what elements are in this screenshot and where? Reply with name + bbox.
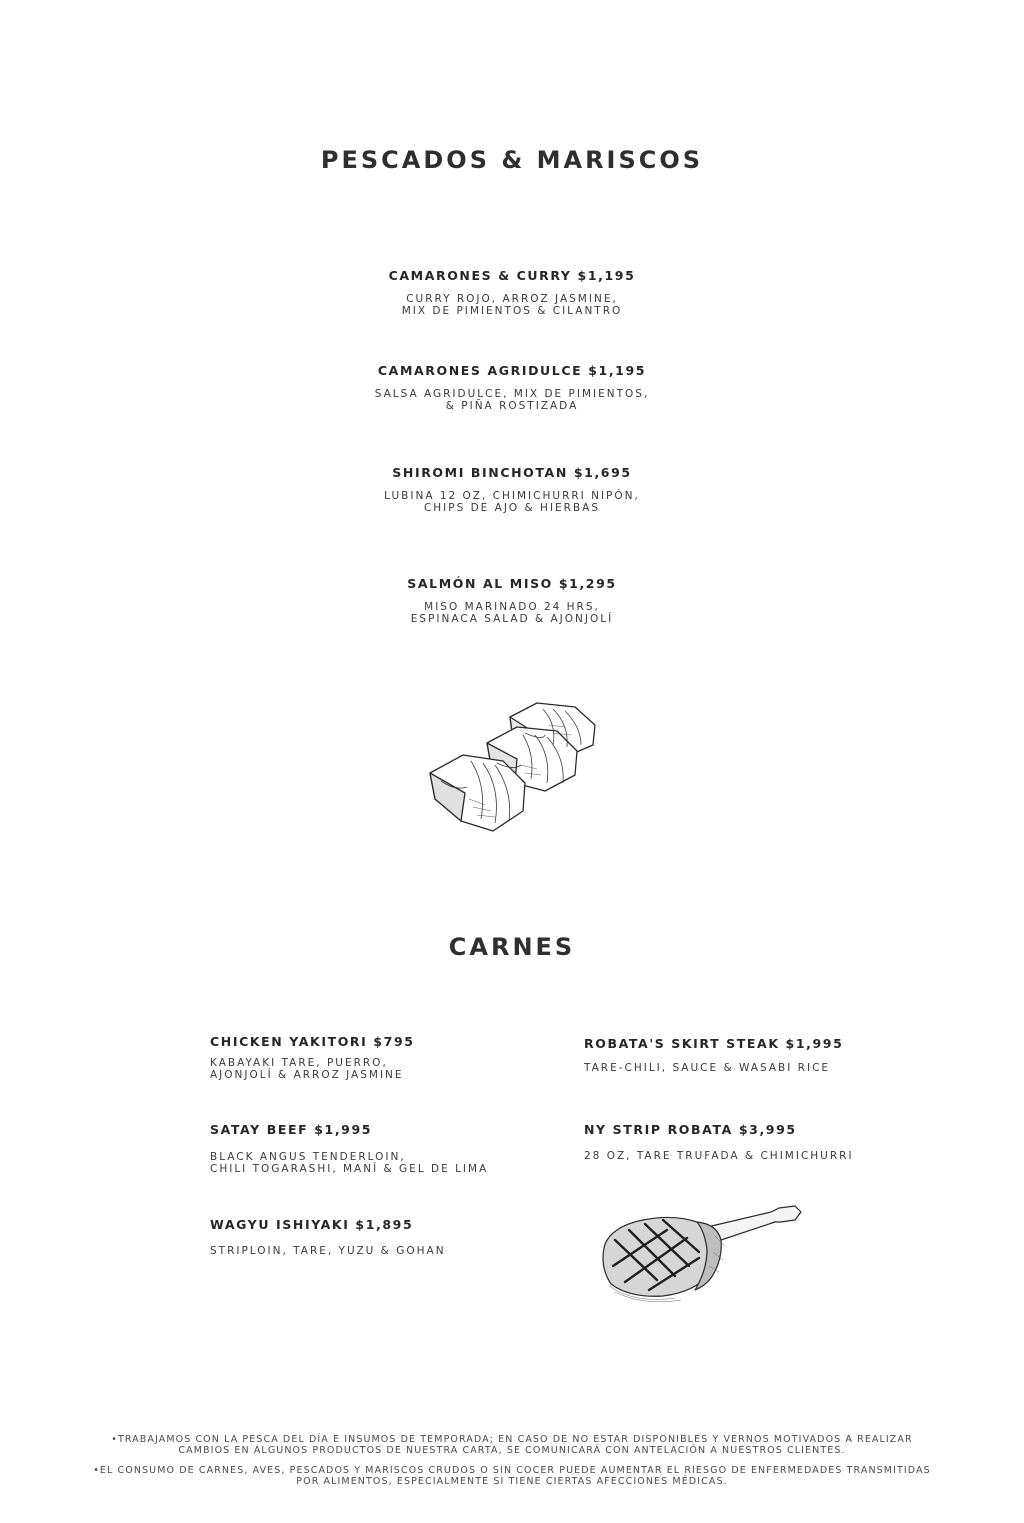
dish-name: WAGYU ISHIYAKI $1,895 — [210, 1217, 414, 1232]
dish-description: 28 OZ, TARE TRUFADA & CHIMICHURRI — [584, 1150, 854, 1162]
menu-item-satay-beef — [210, 1122, 488, 1175]
menu-item-robata-skirt-steak — [584, 1036, 843, 1074]
menu-item-wagyu-ishiyaki — [210, 1217, 446, 1257]
dish-name: SHIROMI BINCHOTAN $1,695 — [392, 465, 632, 480]
dish-description: LUBINA 12 OZ, CHIMICHURRI NIPÓN, CHIPS DE AJO & HIERBAS — [384, 490, 640, 514]
menu-item-salmon-miso — [0, 576, 1024, 625]
section-title-meats: CARNES — [448, 933, 576, 961]
dish-description: CURRY ROJO, ARROZ JASMINE, MIX DE PIMIENTOS & CILANTRO — [401, 293, 623, 317]
salmon-fillets-icon — [425, 695, 605, 840]
menu-item-camarones-agridulce — [0, 363, 1024, 412]
dish-description: SALSA AGRIDULCE, MIX DE PIMIENTOS, & PIÑA ROSTIZADA — [374, 388, 650, 412]
dish-description: BLACK ANGUS TENDERLOIN, CHILI TOGARASHI, MANÍ & GEL DE LIMA — [210, 1151, 489, 1175]
dish-description: KABAYAKI TARE, PUERRO, AJONJOLÍ & ARROZ JASMINE — [210, 1057, 404, 1081]
dish-name: CAMARONES & CURRY $1,195 — [388, 268, 636, 283]
dish-name: NY STRIP ROBATA $3,995 — [584, 1122, 797, 1137]
dish-name: CAMARONES AGRIDULCE $1,195 — [377, 363, 647, 378]
menu-item-camarones-curry — [0, 268, 1024, 317]
dish-name: SALMÓN AL MISO $1,295 — [407, 576, 617, 591]
menu-item-shiromi-binchotan — [0, 465, 1024, 514]
menu-item-chicken-yakitori — [210, 1034, 415, 1081]
footer-note-health-warning: •EL CONSUMO DE CARNES, AVES, PESCADOS Y MARISCOS CRUDOS O SIN COCER PUEDE AUMENTAR EL RIESGO DE ENFERMEDADES TRANSMITIDAS POR ALIMENTOS, ESPECIALMENTE SI TIENE CIERTAS AFECCIONES MÉDICAS. — [93, 1465, 931, 1487]
dish-name: CHICKEN YAKITORI $795 — [210, 1034, 415, 1049]
menu-item-ny-strip-robata — [584, 1122, 854, 1162]
dish-description: TARE-CHILI, SAUCE & WASABI RICE — [584, 1062, 831, 1074]
footer-note-seasonal: •TRABAJAMOS CON LA PESCA DEL DÍA E INSUMOS DE TEMPORADA; EN CASO DE NO ESTAR DISPONIBLES Y VERNOS MOTIVADOS A REALIZAR CAMBIOS EN ALGUNOS PRODUCTOS DE NUESTRA CARTA, SE COMUNICARÁ CON ANTELACIÓN A NUESTROS CLIENTES. — [111, 1434, 913, 1456]
dish-description: STRIPLOIN, TARE, YUZU & GOHAN — [210, 1245, 446, 1257]
dish-name: SATAY BEEF $1,995 — [210, 1122, 373, 1137]
section-title-seafood: PESCADOS & MARISCOS — [320, 146, 704, 174]
dish-name: ROBATA'S SKIRT STEAK $1,995 — [584, 1036, 844, 1051]
dish-description: MISO MARINADO 24 HRS, ESPINACA SALAD & AJONJOLÍ — [410, 601, 614, 625]
tomahawk-steak-icon — [595, 1200, 810, 1310]
